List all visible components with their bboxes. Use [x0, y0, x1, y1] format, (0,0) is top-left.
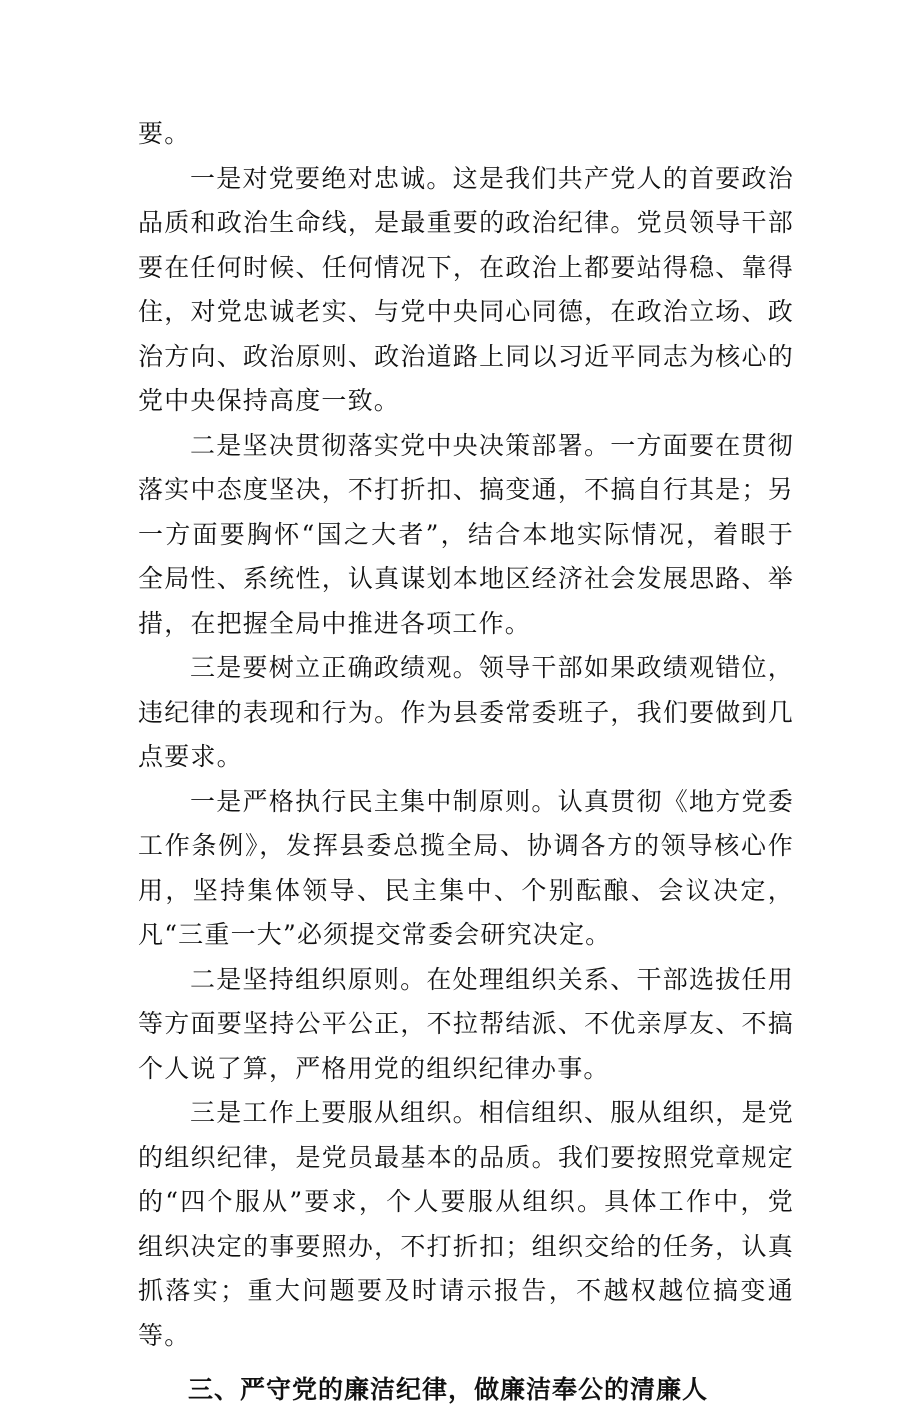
section-heading: 三、严守党的廉洁纪律，做廉洁奉公的清廉人	[188, 1375, 709, 1404]
paragraph-organization-principle: 二是坚持组织原则。在处理组织关系、干部选拔任用等方面要坚持公平公正，不拉帮结派、不优亲厚友、不搞个人说了算，严格用党的组织纪律办事。	[138, 964, 794, 1083]
paragraph-performance-view: 三是要树立正确政绩观。领导干部如果政绩观错位，违纪律的表现和行为。作为县委常委班子，我们要做到几点要求。	[138, 653, 794, 771]
paragraph-obey-organization: 三是工作上要服从组织。相信组织、服从组织，是党的组织纪律，是党员最基本的品质。我们要按照党章规定的“四个服从”要求，个人要服从组织。具体工作中，党组织决定的事要照办，不打折扣；组织交给的任务，认真抓落实；重大问题要及时请示报告，不越权越位搞变通等。	[138, 1098, 794, 1350]
paragraph-loyalty: 一是对党要绝对忠诚。这是我们共产党人的首要政治品质和政治生命线，是最重要的政治纪律。党员领导干部要在任何时候、任何情况下，在政治上都要站得稳、靠得住，对党忠诚老实、与党中央同心同德，在政治立场、政治方向、政治原则、政治道路上同以习近平同志为核心的党中央保持高度一致。	[138, 163, 794, 415]
paragraph-democratic-centralism: 一是严格执行民主集中制原则。认真贯彻《地方党委工作条例》，发挥县委总揽全局、协调各方的领导核心作用，坚持集体领导、民主集中、个别酝酿、会议决定，凡“三重一大”必须提交常委会研究决定。	[138, 786, 794, 949]
paragraph-implementation: 二是坚决贯彻落实党中央决策部署。一方面要在贯彻落实中态度坚决，不打折扣、搞变通，不搞自行其是；另一方面要胸怀“国之大者”，结合本地实际情况，着眼于全局性、系统性，认真谋划本地区经济社会发展思路、举措，在把握全局中推进各项工作。	[138, 430, 794, 638]
paragraph-continuation: 要。	[138, 119, 191, 148]
